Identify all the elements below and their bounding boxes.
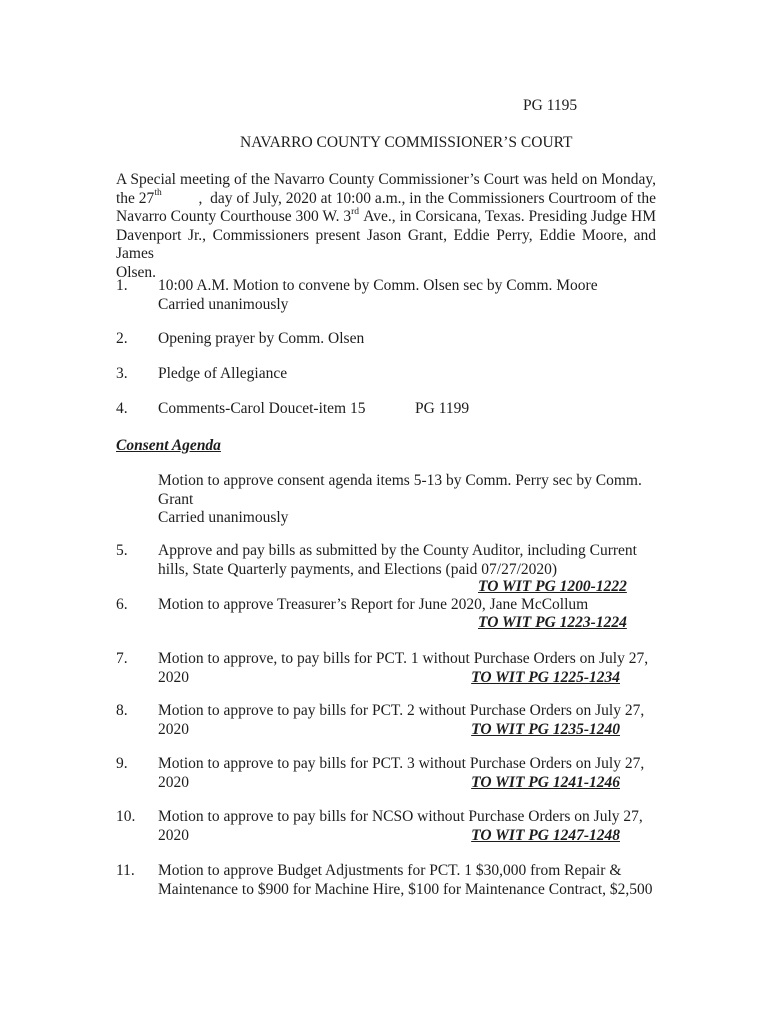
item-number: 6.	[116, 596, 128, 613]
item-line	[158, 721, 620, 740]
item-number: 8.	[116, 702, 128, 719]
item-line: Motion to approve to pay bills for PCT. 3 without Purchase Orders on July 27,	[158, 755, 645, 772]
agenda-item	[158, 596, 638, 615]
agenda-item	[158, 330, 638, 349]
superscript: th	[154, 188, 162, 199]
agenda-item	[158, 702, 645, 739]
superscript: rd	[351, 206, 359, 217]
page-number: PG 1195	[523, 97, 578, 114]
intro-line	[116, 190, 656, 209]
item-number: 10.	[116, 808, 136, 825]
agenda-item	[158, 755, 645, 792]
agenda-item	[158, 542, 638, 579]
item-line: Carried unanimously	[158, 509, 289, 526]
item-line: hills, State Quarterly payments, and Elections (paid 07/27/2020)	[158, 560, 558, 578]
to-wit-reference: TO WIT PG 1200-1222	[478, 578, 627, 595]
document-title: NAVARRO COUNTY COMMISSIONER’S COURT	[240, 134, 573, 151]
section-heading: Consent Agenda	[116, 437, 221, 454]
item-line: Maintenance to $900 for Machine Hire, $100 for Maintenance Contract, $2,500	[158, 880, 653, 898]
item-number: 1.	[116, 277, 128, 294]
intro-line: A Special meeting of the Navarro County Commissioner’s Court was held on Monday,	[116, 171, 656, 188]
item-line: Grant	[158, 490, 194, 508]
agenda-item	[158, 862, 653, 899]
intro-line: Davenport Jr., Commissioners present Jason Grant, Eddie Perry, Eddie Moore, and James	[116, 226, 656, 262]
item-year: 2020	[158, 720, 189, 738]
item-number: 4.	[116, 400, 128, 417]
item-number: 3.	[116, 365, 128, 382]
item-line: Motion to approve, to pay bills for PCT. 1 without Purchase Orders on July 27,	[158, 650, 649, 667]
intro-text: , day of July, 2020 at 10:00 a.m., in the Commissioners Courtroom of the	[186, 189, 656, 207]
item-number: 9.	[116, 755, 128, 772]
agenda-item	[158, 400, 638, 419]
agenda-item	[158, 650, 649, 687]
item-year: 2020	[158, 668, 189, 686]
item-line	[158, 669, 620, 688]
item-line: Carried unanimously	[158, 295, 289, 313]
item-line: Opening prayer by Comm. Olsen	[158, 330, 365, 347]
to-wit-reference: TO WIT PG 1225-1234	[471, 668, 620, 686]
page-reference: PG 1199	[415, 400, 470, 417]
item-line	[158, 827, 620, 846]
to-wit-reference: TO WIT PG 1241-1246	[471, 773, 620, 791]
item-line: 10:00 A.M. Motion to convene by Comm. Olsen sec by Comm. Moore	[158, 277, 598, 294]
to-wit-reference: TO WIT PG 1223-1224	[478, 614, 627, 631]
item-number: 11.	[116, 862, 135, 879]
item-line: Comments-Carol Doucet-item 15	[158, 400, 366, 417]
item-line	[158, 774, 620, 793]
item-year: 2020	[158, 773, 189, 791]
item-line: Pledge of Allegiance	[158, 365, 288, 382]
item-line: Motion to approve Treasurer’s Report for June 2020, Jane McCollum	[158, 596, 589, 613]
consent-motion	[158, 472, 642, 528]
intro-text: the 27	[116, 189, 155, 207]
intro-paragraph	[116, 171, 656, 282]
intro-line: Olsen.	[116, 263, 157, 281]
agenda-item	[158, 365, 638, 384]
item-number: 2.	[116, 330, 128, 347]
to-wit-reference: TO WIT PG 1247-1248	[471, 826, 620, 844]
item-line: Motion to approve to pay bills for NCSO without Purchase Orders on July 27,	[158, 808, 643, 825]
agenda-item	[158, 808, 643, 845]
item-number: 7.	[116, 650, 128, 667]
item-line: Approve and pay bills as submitted by the County Auditor, including Current	[158, 542, 637, 559]
intro-text: Ave., in Corsicana, Texas. Presiding Judge HM	[363, 208, 656, 225]
item-line: Motion to approve Budget Adjustments for PCT. 1 $30,000 from Repair &	[158, 862, 622, 879]
intro-line	[116, 208, 656, 227]
intro-text: Navarro County Courthouse 300 W. 3	[116, 208, 352, 225]
item-line: Motion to approve consent agenda items 5-13 by Comm. Perry sec by Comm.	[158, 472, 642, 489]
to-wit-reference: TO WIT PG 1235-1240	[471, 720, 620, 738]
item-number: 5.	[116, 542, 128, 559]
item-line: Motion to approve to pay bills for PCT. 2 without Purchase Orders on July 27,	[158, 702, 645, 719]
agenda-item	[158, 277, 638, 314]
item-year: 2020	[158, 826, 189, 844]
